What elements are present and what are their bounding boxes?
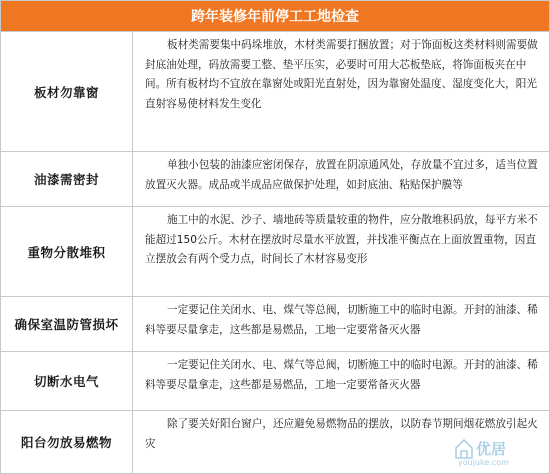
table-row <box>1 352 549 411</box>
row-label: 重物分散堆积 <box>1 207 133 296</box>
row-description: 单独小包装的油漆应密闭保存，放置在阴凉通风处，存放量不宜过多，适当位置放置灭火器。成品或半成品应做保护处理，如封底油、粘贴保护膜等 <box>145 159 538 191</box>
svg-text:youjuke.com: youjuke.com <box>458 458 509 467</box>
row-label: 板材勿靠窗 <box>1 32 133 151</box>
row-description: 一定要记住关闭水、电、煤气等总阀，切断施工中的临时电源。开封的油漆、稀料等要尽量拿走，这些都是易燃品，工地一定要常备灭火器 <box>145 359 538 391</box>
youjuke-watermark-logo <box>450 434 540 468</box>
table-row <box>1 297 549 352</box>
row-label: 阳台勿放易燃物 <box>1 411 133 473</box>
row-label: 确保室温防管损坏 <box>1 297 133 351</box>
row-description: 施工中的水泥、沙子、墙地砖等质量较重的物件，应分散堆积码放，每平方米不能超过150公斤。木材在摆放时尽量水平放置，并找准平衡点在上面放置重物，因直立摆放会有两个受力点，时间长了木材容易变形 <box>145 214 538 265</box>
table-title: 跨年装修年前停工工地检查 <box>1 1 549 32</box>
row-description: 一定要记住关闭水、电、煤气等总阀，切断施工中的临时电源。开封的油漆、稀料等要尽量拿走，这些都是易燃品，工地一定要常备灭火器 <box>145 304 538 336</box>
table-row <box>1 207 549 297</box>
row-label: 切断水电气 <box>1 352 133 410</box>
svg-text:优居: 优居 <box>476 440 507 458</box>
table-row <box>1 152 549 207</box>
row-description: 除了要关好阳台窗户，还应避免易燃物品的摆放，以防春节期间烟花燃放引起火灾 <box>145 418 538 450</box>
table-row <box>1 32 549 152</box>
row-label: 油漆需密封 <box>1 152 133 206</box>
row-description: 板材类需要集中码垛堆放，木材类需要打捆放置；对于饰面板这类材料则需要做封底油处理，码放需要工整、垫平压实，必要时可用大芯板垫底，将饰面板夹在中间。所有板材均不宜放在靠窗处或阳光直射处，因为靠窗处温度、湿度变化大，阳光直射容易使材料发生变化 <box>145 39 538 110</box>
